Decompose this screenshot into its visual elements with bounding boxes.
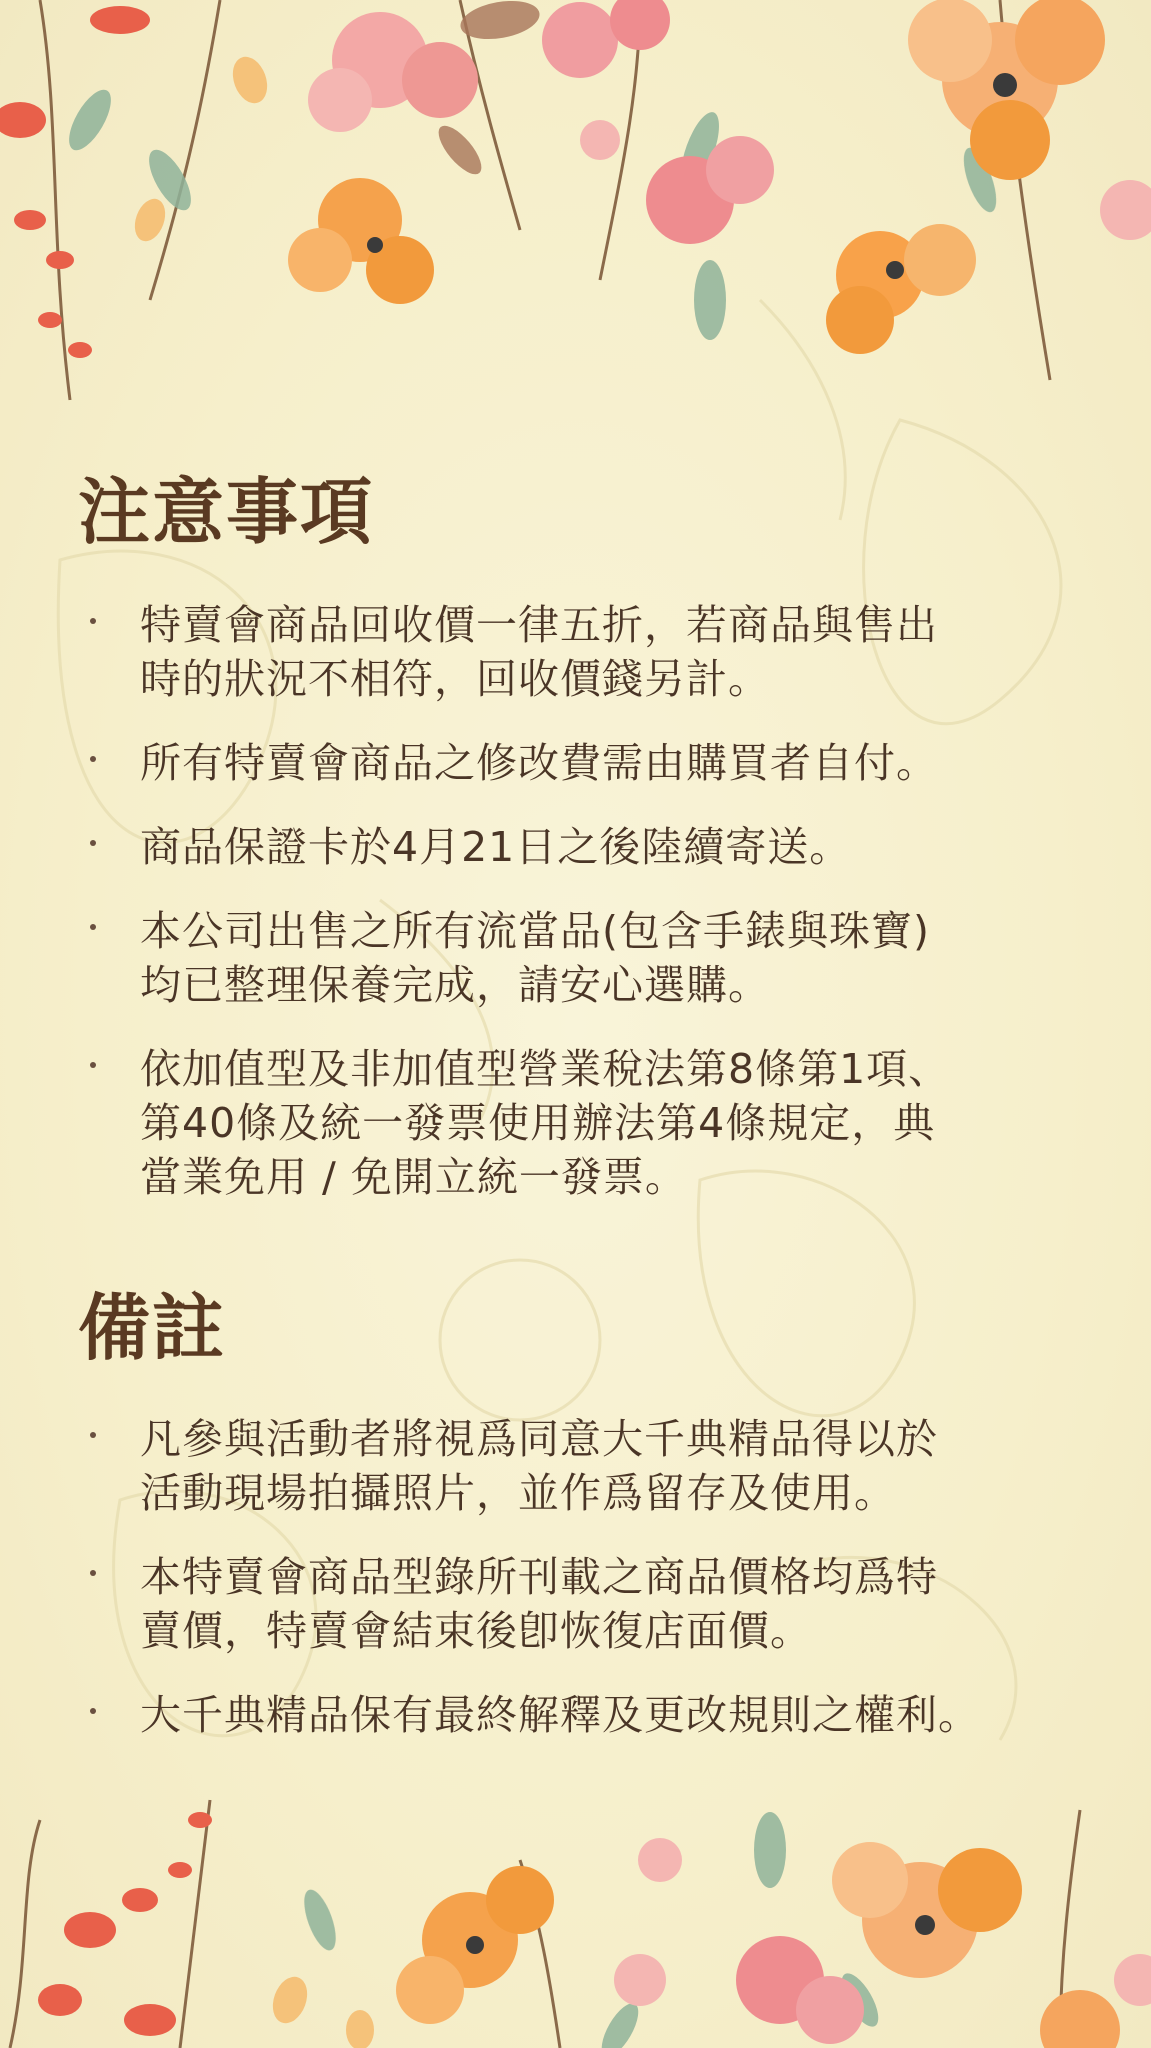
bullet-icon — [90, 1062, 96, 1068]
list-item-text: 本公司出售之所有流當品(包含手錶與珠寶) 均已整理保養完成，請安心選購。 — [140, 907, 930, 1009]
list-item — [0, 736, 1151, 790]
floral-border-top — [0, 0, 1151, 420]
floral-border-bottom — [0, 1780, 1151, 2048]
list-item-text: 本特賣會商品型錄所刊載之商品價格均爲特 賣價，特賣會結束後卽恢復店面價。 — [140, 1553, 938, 1655]
bullet-icon — [90, 1708, 96, 1714]
flower-orange-center-icon — [826, 224, 976, 354]
bullet-icon — [90, 1570, 96, 1576]
notes-heading: 注意事項 — [78, 469, 375, 554]
bullet-icon — [90, 840, 96, 846]
list-item-text: 依加值型及非加值型營業稅法第8條第1項、 第40條及統一發票使用辦法第4條規定，典 當業免用 / 免開立統一發票。 — [140, 1045, 951, 1201]
list-item-text: 凡參與活動者將視爲同意大千典精品得以於 活動現場拍攝照片，並作爲留存及使用。 — [140, 1415, 938, 1517]
list-item-text: 所有特賣會商品之修改費需由購買者自付。 — [140, 739, 938, 787]
bullet-icon — [90, 1432, 96, 1438]
flower-orange-left-icon — [288, 178, 434, 304]
list-item — [0, 598, 1151, 706]
list-item-text: 大千典精品保有最終解釋及更改規則之權利。 — [140, 1691, 980, 1739]
flower-coral-icon — [0, 6, 150, 358]
remarks-heading: 備註 — [78, 1285, 227, 1370]
list-item — [0, 1042, 1151, 1204]
list-item — [0, 904, 1151, 1012]
list-item — [0, 1412, 1151, 1520]
bullet-icon — [90, 618, 96, 624]
flower-orange-large-icon — [908, 0, 1105, 180]
remarks-list — [0, 1412, 1151, 1772]
list-item — [0, 1550, 1151, 1658]
list-item — [0, 820, 1151, 874]
list-item-text: 特賣會商品回收價一律五折，若商品與售出 時的狀況不相符，回收價錢另計。 — [140, 601, 938, 703]
bullet-icon — [90, 756, 96, 762]
list-item — [0, 1688, 1151, 1742]
notes-list — [0, 598, 1151, 1234]
bullet-icon — [90, 924, 96, 930]
list-item-text: 商品保證卡於4月21日之後陸續寄送。 — [140, 823, 852, 871]
